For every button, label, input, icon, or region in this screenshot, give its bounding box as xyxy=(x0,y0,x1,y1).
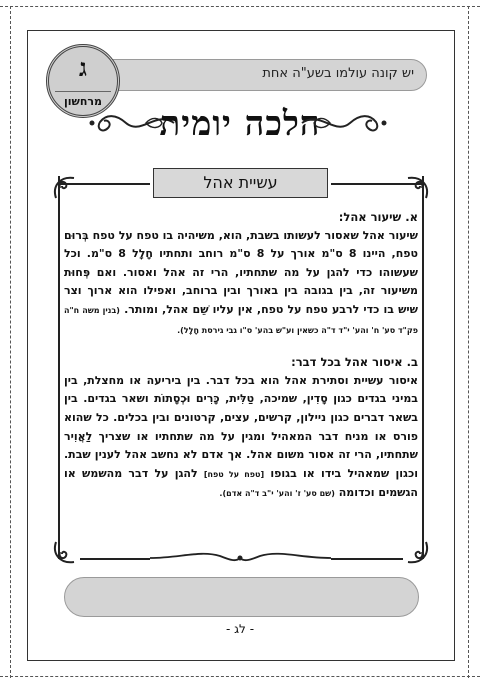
source-citation: (בנין משה ח"ה פק"ד סע' ח' והע' י"ד ד"ה כשאין וע"ש בהע' ס"ו גבי גירסת חָלָל). xyxy=(64,305,418,335)
frame-bottom-line-left xyxy=(80,558,150,560)
corner-ornament-top-right xyxy=(404,172,432,200)
header-text: יש קונה עולמו בשע"ה אחת xyxy=(262,66,414,81)
frame-bottom-line-right xyxy=(331,558,403,560)
date-badge-day: ג xyxy=(79,53,87,82)
page-title: הלכה יומית xyxy=(159,104,321,144)
corner-ornament-top-left xyxy=(50,172,78,200)
section-paragraph xyxy=(64,227,418,341)
section-heading: א. שיעור אהל: xyxy=(338,210,418,224)
bottom-center-ornament xyxy=(150,548,331,568)
cut-line-top xyxy=(0,6,480,7)
title-row xyxy=(30,100,450,150)
cut-line-right xyxy=(468,6,469,678)
subtitle-banner xyxy=(153,168,328,198)
body-text xyxy=(64,208,418,504)
date-badge-month: מרחשון xyxy=(55,91,111,108)
section-paragraph xyxy=(64,372,418,504)
cut-line-bottom xyxy=(0,676,480,677)
section-heading: ב. איסור אהל בכל דבר: xyxy=(291,355,418,370)
section-text: איסור עשיית וסתירת אהל הוא בכל דבר. בין ביריעה או מחצלת, בין במיני בגדים כגון סָדִין, שמיכה, טַלִּית, כָּרִים וּכְסָתוֹת ושאר בגדים. בין בשאר דברים כגון ניילון, קרשים, עצים, קרטונים ובין בכלים. כל שהוא פורס או מניח דבר המאהיל ומגין על מה שתחתיו או שצריך לַאֲוִיר שתחתיו, הרי זה אסור משום אהל. אך אדם לא נחשב אהל לענין שבת. וכגון שמאהיל בידו או בגופו xyxy=(64,373,418,480)
corner-ornament-bottom-left xyxy=(50,540,78,568)
page-number: - לג - xyxy=(225,622,255,636)
footer-bar xyxy=(64,577,419,617)
subtitle: עשיית אהל xyxy=(203,173,278,192)
section-text: שיעור אהל שאסור לעשותו בשבת, הוא, משיהיה בו טפח על טפח בְּרוּם טפח, היינו 8 ס"מ אורך על 8 ס"מ רוחב ותחתיו חָלָל 8 ס"מ. וכל שעשוהו כדי להגן על מה שתחתיו, הרי זה אהל ואסור. ואם פְּחוּת משיעור זה, בין בגובה בין באורך ובין ברוחב, ואפילו הוא ארוך וצר שיש בו כדי לרבע טפח על טפח, אין עליו שֵׁם אהל, ומותר. xyxy=(64,228,418,316)
source-citation: (שם סע' ז' והע' י"ב ד"ה אדם). xyxy=(219,489,335,499)
source-citation-inline: [טפח על טפח] xyxy=(203,469,265,479)
corner-ornament-bottom-right xyxy=(404,540,432,568)
flourish-right-ornament xyxy=(300,108,390,138)
cut-line-left xyxy=(10,6,11,678)
section-text-end: להגן על דבר מהשמש או הגשמים וכדומה xyxy=(64,466,418,500)
header-bar xyxy=(90,59,427,91)
